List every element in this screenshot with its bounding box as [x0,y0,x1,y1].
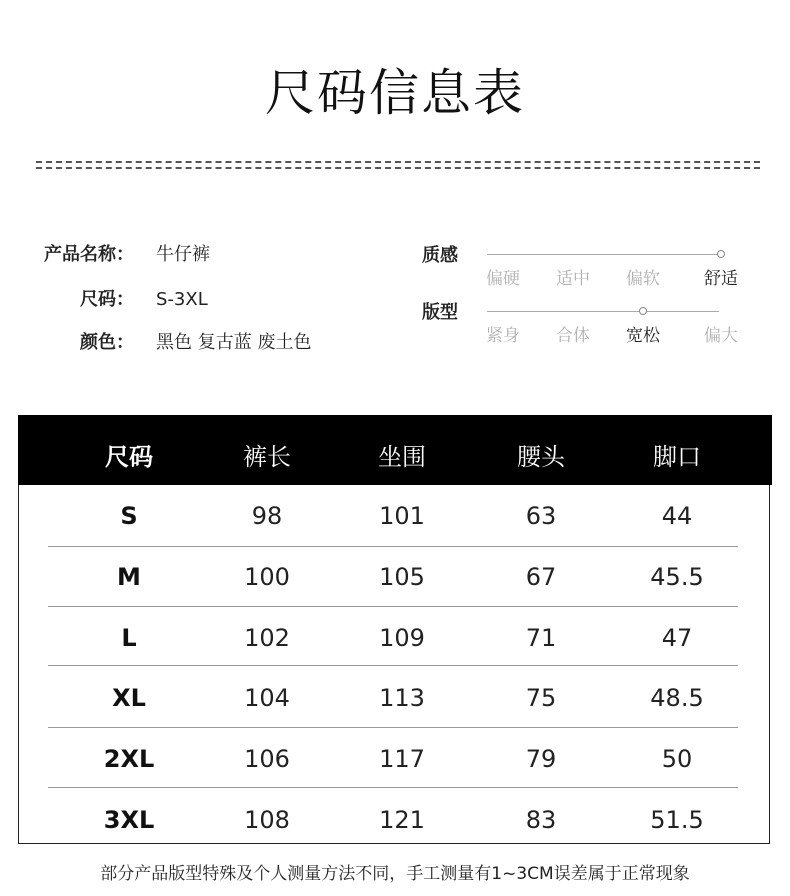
table-cell: 44 [661,502,693,530]
table-cell-size: 2XL [103,745,155,773]
column-header-hip: 坐围 [378,443,426,471]
row-divider [48,787,738,788]
texture-option: 偏硬 [486,269,520,289]
table-cell-size: M [117,563,141,591]
texture-rating-label: 质感 [422,245,458,266]
table-cell: 113 [379,684,425,712]
table-cell: 51.5 [650,806,704,834]
table-cell: 101 [379,502,425,530]
table-cell: 48.5 [650,684,704,712]
size-range-label: 尺码： [80,289,134,310]
table-cell: 47 [661,624,693,652]
title-divider [36,161,760,163]
table-cell-size: 3XL [103,806,155,834]
table-cell: 45.5 [650,563,704,591]
column-header-length: 裤长 [243,443,291,471]
fit-option: 偏大 [704,326,738,346]
table-cell: 83 [525,806,557,834]
table-cell: 98 [251,502,283,530]
color-value: 黑色 复古蓝 废土色 [156,332,312,353]
table-cell: 105 [379,563,425,591]
fit-rating-track [487,311,719,312]
fit-option: 合体 [556,326,590,346]
table-cell-size: L [121,624,137,652]
measurement-footnote: 部分产品版型特殊及个人测量方法不同，手工测量有1~3CM误差属于正常现象 [100,864,690,884]
row-divider [48,546,738,547]
table-cell-size: S [120,502,138,530]
column-header-size: 尺码 [105,443,153,471]
table-cell: 50 [661,745,693,773]
texture-option: 偏软 [626,269,660,289]
table-cell-size: XL [112,684,146,712]
table-cell: 104 [244,684,290,712]
table-cell: 67 [525,563,557,591]
column-header-waist: 腰头 [517,443,565,471]
fit-rating-indicator [639,307,647,315]
table-cell: 109 [379,624,425,652]
table-cell: 121 [379,806,425,834]
texture-rating-indicator [717,250,725,258]
row-divider [48,727,738,728]
table-cell: 75 [525,684,557,712]
table-cell: 108 [244,806,290,834]
table-cell: 100 [244,563,290,591]
color-label: 颜色： [80,332,134,353]
table-cell: 106 [244,745,290,773]
table-cell: 63 [525,502,557,530]
product-name-value: 牛仔裤 [156,244,210,265]
table-cell: 117 [379,745,425,773]
product-name-label: 产品名称： [44,244,134,265]
texture-rating-track [487,254,719,255]
table-cell: 71 [525,624,557,652]
page-title: 尺码信息表 [265,64,525,122]
fit-rating-label: 版型 [422,302,458,323]
texture-option: 适中 [556,269,590,289]
table-cell: 79 [525,745,557,773]
size-range-value: S-3XL [156,289,208,310]
row-divider [48,665,738,666]
fit-option: 紧身 [486,326,520,346]
fit-option: 宽松 [626,326,660,346]
column-header-hem: 脚口 [653,443,701,471]
texture-option: 舒适 [704,269,738,289]
table-cell: 102 [244,624,290,652]
row-divider [48,606,738,607]
